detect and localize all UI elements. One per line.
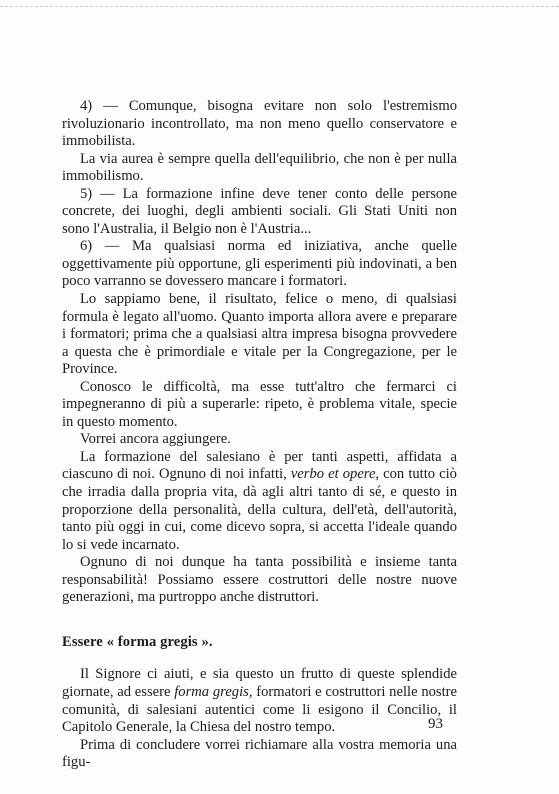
paragraph-concludere: Prima di concludere vorrei richiamare alla vostra memoria una figu-	[62, 736, 457, 771]
paragraph-formazione	[62, 449, 457, 554]
paragraph-conosco: Conosco le difficoltà, ma esse tutt'altro che fermarci ci impegneranno di più a superarle: ripeto, è problema vitale, specie in questo momento.	[62, 378, 457, 430]
page-number: 93	[428, 716, 443, 732]
paragraph-point-6: 6) — Ma qualsiasi norma ed iniziativa, anche quelle oggettivamente più opportune, gli esperimenti più indovinati, a ben poco varranno se dovessero mancare i formatori.	[62, 238, 457, 290]
signore-text-start: Il Signore ci aiuti, e sia questo un frutto di queste splendide giornate, ad essere	[62, 666, 457, 700]
signore-text-end: formatori e costruttori nelle nostre comunità, di salesiani autentici come li esigono il Concilio, il Capitolo Generale, la Chiesa del nostro tempo.	[62, 683, 457, 736]
paragraph-sappiamo: Lo sappiamo bene, il risultato, felice o meno, di qualsiasi formula è legato all'uomo. Quanto importa allora avere e preparare i formatori; prima che a qualsiasi altra impresa bisogna provvedere a questa che è primordiale e vitale per la Congregazione, per le Province.	[62, 291, 457, 378]
section-heading: Essere « forma gregis ».	[62, 633, 213, 650]
paragraph-signore	[62, 666, 457, 736]
paragraph-ognuno: Ognuno di noi dunque ha tanta possibilità e insieme tanta responsabilità! Possiamo essere costruttori delle nostre nuove generazioni, ma purtroppo anche distruttori.	[62, 554, 457, 606]
signore-italic: forma gregis,	[174, 683, 253, 700]
formazione-text-start: La formazione del salesiano è per tanti aspetti, affidata a ciascuno di noi. Ognuno di noi infatti,	[62, 448, 457, 483]
body-text	[62, 98, 457, 772]
paragraph-point-5: 5) — La formazione infine deve tener conto delle persone concrete, dei luoghi, degli ambienti sociali. Gli Stati Uniti non sono l'Australia, il Belgio non è l'Austria...	[62, 185, 457, 237]
paragraph-point-4: 4) — Comunque, bisogna evitare non solo l'estremismo rivoluzionario incontrollato, ma non meno quello conservatore e immobilista.	[62, 98, 457, 150]
paragraph-via-aurea: La via aurea è sempre quella dell'equilibrio, che non è per nulla immobilismo.	[62, 150, 457, 185]
paragraph-vorrei: Vorrei ancora aggiungere.	[80, 431, 231, 448]
formazione-italic: verbo et opere,	[290, 466, 380, 483]
scan-top-edge	[0, 6, 559, 7]
formazione-text-end: con tutto ciò che irradia dalla propria vita, dà agli altri tanto di sé, e questo in proporzione della personalità, della cultura, dell'età, dell'autorità, tanto più oggi in cui, come dicevo sopra, si accetta l'ideale quando lo si vede incarnato.	[62, 466, 457, 553]
